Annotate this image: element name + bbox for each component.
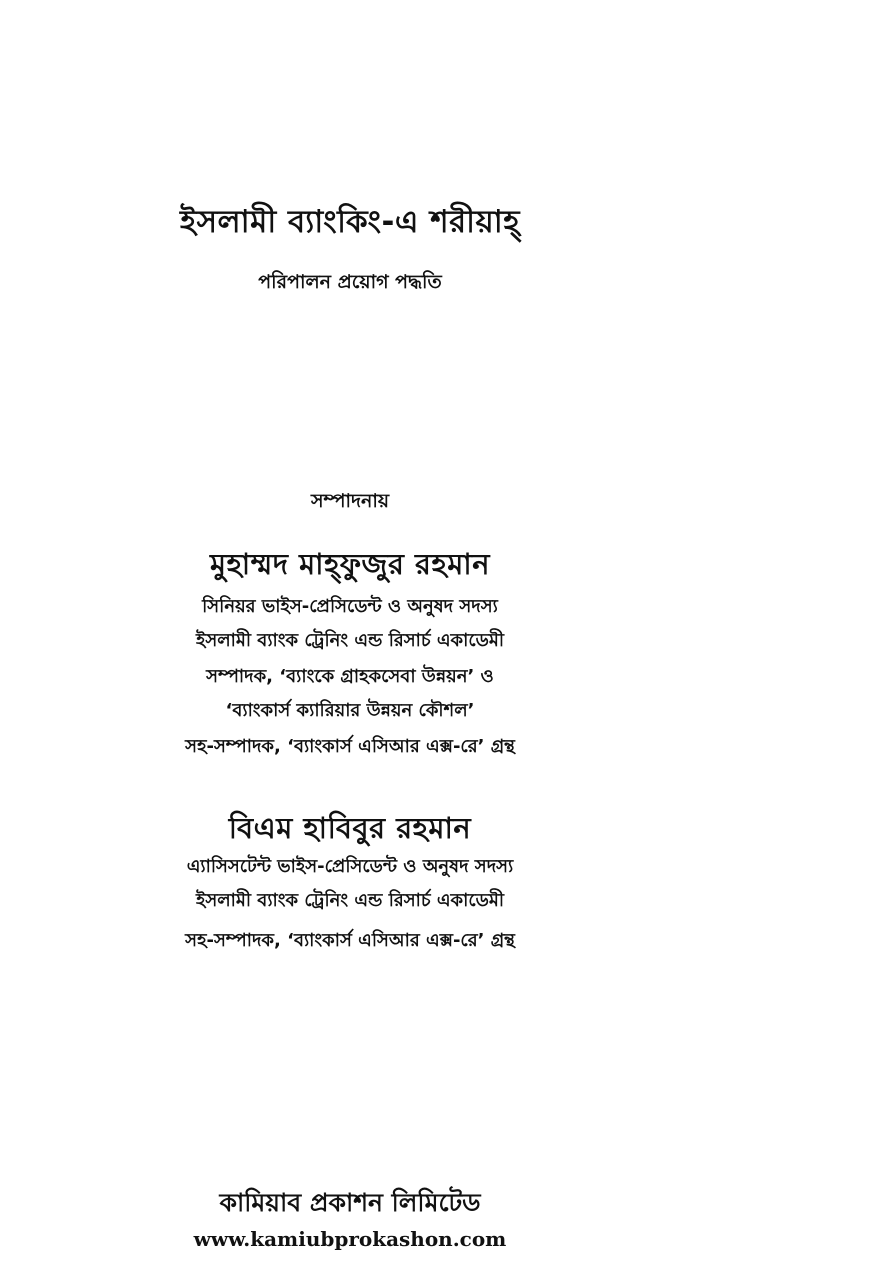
editor-line: ইসলামী ব্যাংক ট্রেনিং এন্ড রিসার্চ একাডেমী [196,890,504,911]
editor-name: বিএম হাবিবুর রহমান [228,811,472,845]
editor-line: সহ-সম্পাদক, ‘ব্যাংকার্স এসিআর এক্স-রে’ গ্রন্থ [185,736,515,757]
editor-line: সহ-সম্পাদক, ‘ব্যাংকার্স এসিআর এক্স-রে’ গ্রন্থ [185,930,515,951]
book-title: ইসলামী ব্যাংকিং-এ শরীয়াহ্ [179,204,521,240]
editor-line: ইসলামী ব্যাংক ট্রেনিং এন্ড রিসার্চ একাডেমী [196,630,504,651]
publisher-name: কামিয়াব প্রকাশন লিমিটেড [219,1188,481,1217]
editor-line: সিনিয়র ভাইস-প্রেসিডেন্ট ও অনুষদ সদস্য [202,596,498,617]
editor-line: ‘ব্যাংকার্স ক্যারিয়ার উন্নয়ন কৌশল’ [225,700,475,721]
editor-line: সম্পাদক, ‘ব্যাংকে গ্রাহকসেবা উন্নয়ন’ ও [206,666,494,687]
book-subtitle: পরিপালন প্রয়োগ পদ্ধতি [258,271,442,293]
editor-line: এ্যাসিসটেন্ট ভাইস-প্রেসিডেন্ট ও অনুষদ সদস্য [186,856,514,877]
publisher-website: www.kamiubprokashon.com [193,1227,507,1251]
editing-label: সম্পাদনায় [310,490,390,512]
editor-name: মুহাম্মদ মাহ্ফুজুর রহমান [209,547,491,581]
